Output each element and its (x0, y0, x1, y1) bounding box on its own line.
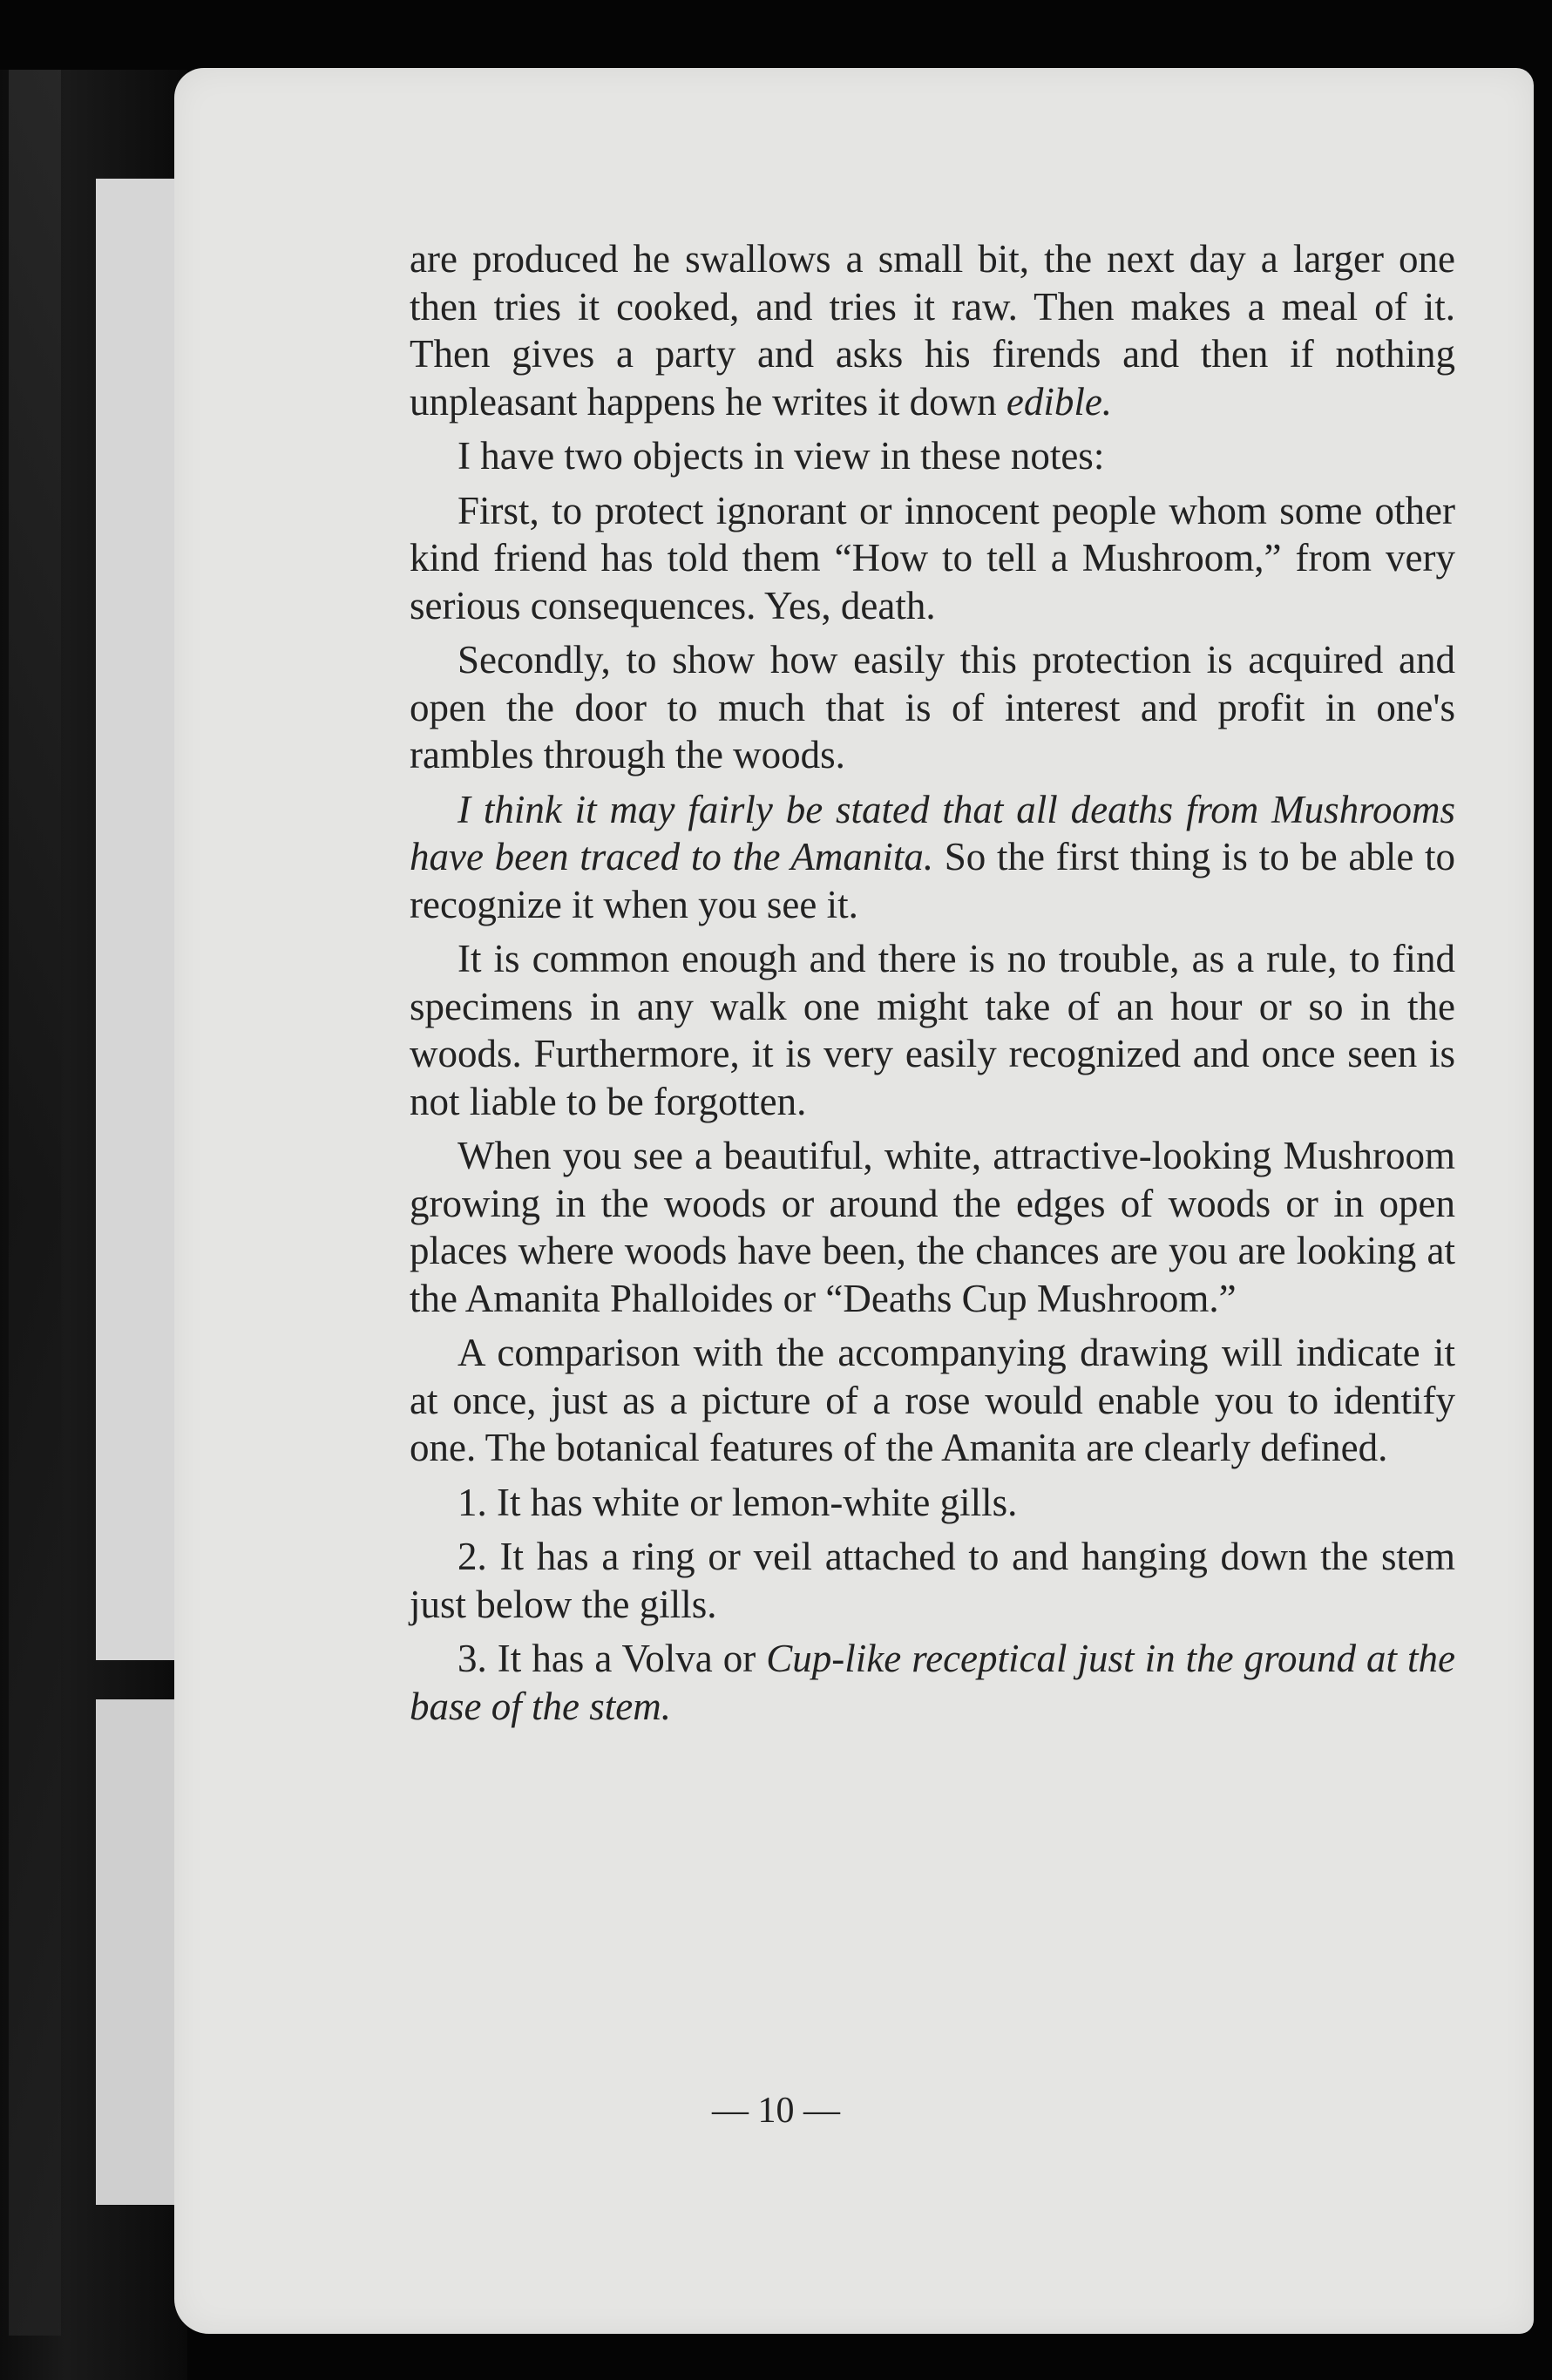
book-binding-edge (9, 70, 61, 2336)
list-item: 1. It has white or lemon-white gills. (457, 1480, 1018, 1524)
paragraph: I think it may fairly be stated that all deaths from Mushrooms have been traced to the Amanita. So the first thing is to be able to recognize it when you see it. (410, 787, 1456, 926)
paragraph: When you see a beautiful, white, attractive-looking Mushroom growing in the woods or around the edges of woods or in open places where woods have been, the chances are you are looking at the Amanita Phalloides or “Deaths Cup Mushroom.” (410, 1134, 1455, 1320)
list-item: 3. It has a Volva or Cup-like receptical just in the ground at the base of the stem. (410, 1637, 1456, 1728)
paragraph: A comparison with the accompanying drawing will indicate it at once, just as a picture of a rose would enable you to identify one. The botanical features of the Amanita are clearly defined. (410, 1331, 1455, 1469)
page-text-block (410, 235, 1455, 1737)
italic-word: edible. (1006, 379, 1113, 424)
paragraph: Secondly, to show how easily this protection is acquired and open the door to much that is of interest and profit in one's rambles through the woods. (410, 638, 1455, 776)
paragraph: It is common enough and there is no trouble, as a rule, to find specimens in any walk one might take of an hour or so in the woods. Furthermore, it is very easily recognized and once seen is not liable to be forgotten. (410, 937, 1455, 1123)
italic-statement: I think it may fairly be stated that all deaths from Mushrooms have been traced to the Amanita. (410, 787, 1455, 878)
paragraph: are produced he swallows a small bit, the next day a larger one then tries it cooked, and tries it raw. Then makes a meal of it. Then gives a party and asks his firends and then if nothing unpleasant happens he writes it down edible. (410, 237, 1455, 424)
paragraph: First, to protect ignorant or innocent people whom some other kind friend has told them “How to tell a Mushroom,” from very serious consequences. Yes, death. (410, 488, 1455, 627)
list-item: 2. It has a ring or veil attached to and hanging down the stem just below the gills. (410, 1535, 1455, 1626)
page-number: — 10 — (712, 2091, 840, 2131)
paragraph: I have two objects in view in these notes: (457, 434, 1105, 478)
